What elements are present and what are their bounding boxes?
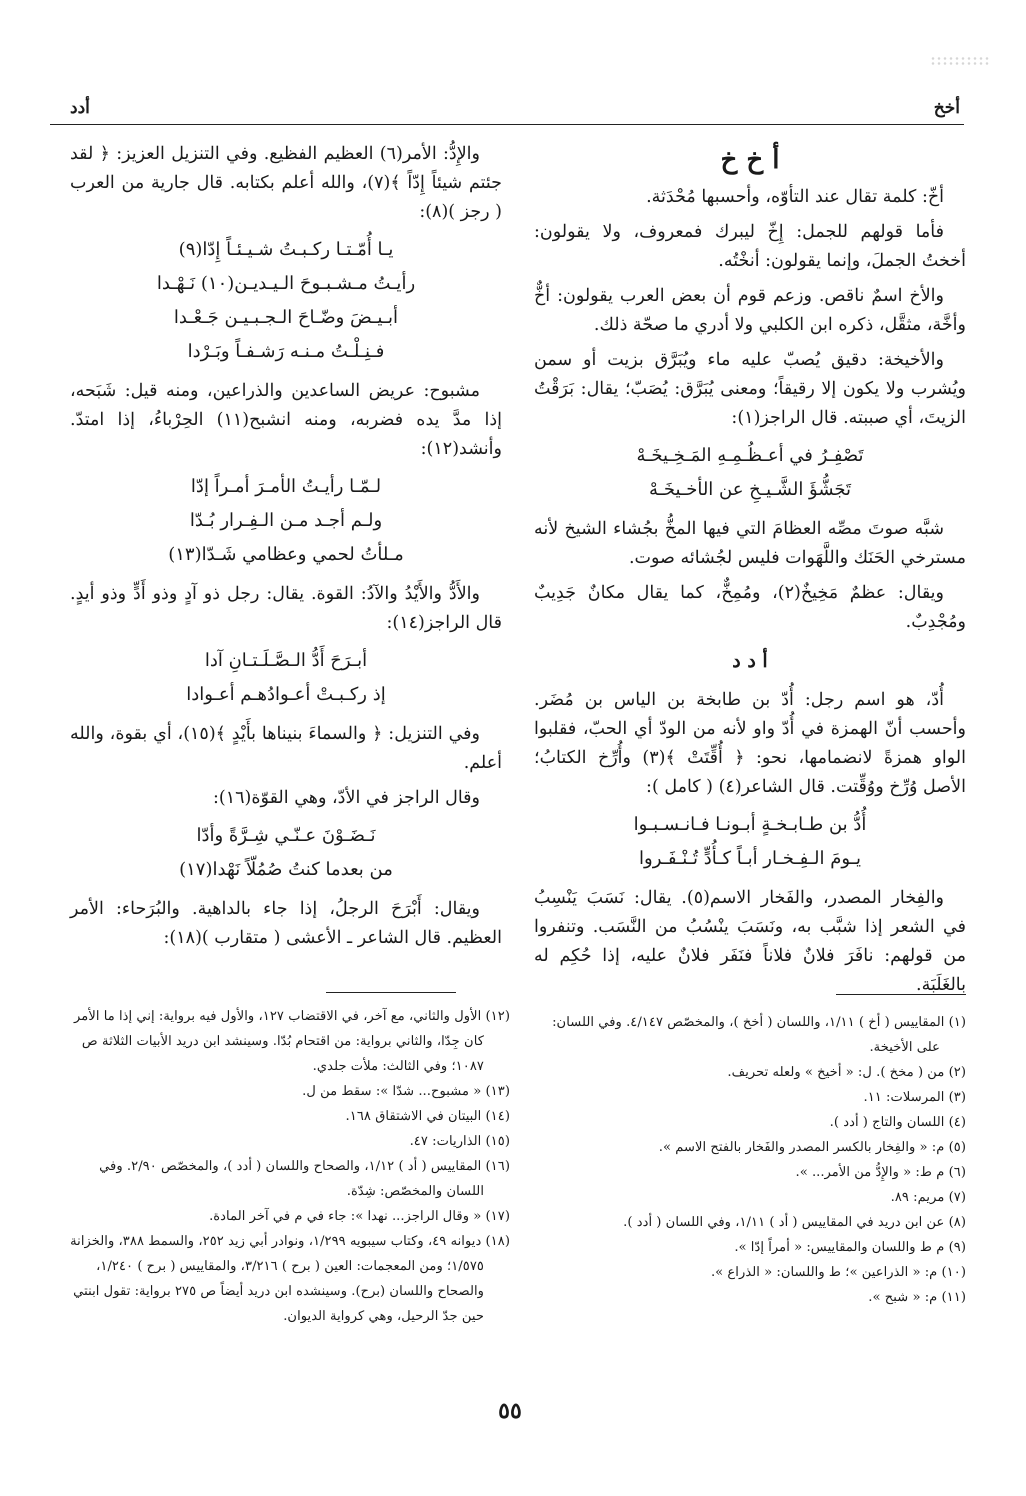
paragraph: فأما قولهم للجمل: إِخّ ليبرك فمعروف، ولا يقولون: أخختُ الجملَ، وإنما يقولون: أنخْتُه. bbox=[534, 222, 966, 271]
verse-line: ولـم أجـد مـن الـفِـرار بُـدّا bbox=[189, 510, 383, 531]
verse-line: من بعدما كنتُ صُمُلّاً نَهْدا(١٧) bbox=[179, 859, 393, 880]
footnote-rule bbox=[326, 992, 456, 993]
running-head-right: أخخ bbox=[933, 98, 960, 118]
footnote: (١٧) « وقال الراجز... نهدا »: جاء في م في آخر المادة. bbox=[209, 1209, 510, 1224]
footnotes-left bbox=[60, 1004, 510, 1329]
verse-block bbox=[70, 819, 502, 887]
verse-line: تَجَشُّؤَ الشَّـيـخِ عن الأخـيخَـهْ bbox=[648, 479, 852, 500]
paragraph: وقال الراجز في الأدّ، وهي القوّة(١٦): bbox=[213, 788, 480, 808]
footnote: (٧) مريم: ٨٩. bbox=[890, 1190, 966, 1205]
header-rule bbox=[50, 124, 964, 125]
paragraph: أخّ: كلمة تقال عند التأوّه، وأحسبها مُحْدَثة. bbox=[646, 187, 944, 207]
verse-line: أُدُّ بن طـابـخـةٍ أبـونـا فـانـسـبـوا bbox=[633, 814, 867, 835]
verse-block bbox=[534, 439, 966, 507]
verse-line: إذ ركـبـتْ أعـوادُهـم أعـوادا bbox=[186, 684, 386, 705]
verse-block bbox=[70, 233, 502, 369]
footnote: (١٥) الذاريات: ٤٧. bbox=[409, 1134, 510, 1149]
entry-title-add: أ د د bbox=[732, 650, 768, 672]
verse-line: نَـضَـوْنَ عـنّـي شِـرَّةً وأدّا bbox=[196, 825, 376, 846]
verse-line: يـومَ الـفِـخـار أبـاً كـأُدٍّ تُـنْـفَـروا bbox=[639, 848, 861, 869]
paragraph: ويقال: عظمٌ مَخِيخٌ(٢)، ومُمِخٌّ، كما يقال مكانٌ جَدِيبٌ ومُجْدِبٌ. bbox=[534, 583, 966, 632]
verse-line: رأيـتُ مـشـبـوحَ الـيـديـن(١٠) نَـهْـدا bbox=[156, 273, 416, 294]
footnote: (٨) عن ابن دريد في المقاييس ( أد ) ١/١١، وفي اللسان ( أدد ). bbox=[623, 1215, 966, 1230]
paragraph: شبَّه صوتَ مصِّه العظامَ التي فيها المخُّ بجُشاء الشيخ لأنه مسترخي الحَنَك واللَّهَوات فليس لجُشائه صوت. bbox=[534, 519, 966, 568]
footnote: (٣) المرسلات: ١١. bbox=[863, 1090, 966, 1105]
footnote-rule bbox=[836, 994, 966, 995]
footnote: (٤) اللسان والتاج ( أدد ). bbox=[829, 1115, 966, 1130]
footnote: (١٠) م: « الذراعين »؛ ط واللسان: « الذراع ». bbox=[710, 1265, 966, 1280]
entry-title-akhkh: أ خ خ bbox=[720, 145, 780, 175]
paragraph: مشبوح: عريض الساعدين والذراعين، ومنه قيل: شَبَحه، إذا مدَّ يده فضربه، ومنه انشبح(١١) الحِرْباءُ، إذا امتدّ. وأنشد(١٢): bbox=[70, 381, 502, 459]
running-head-left: أدد bbox=[70, 98, 90, 118]
paragraph: أُدّ، هو اسم رجل: أُدّ بن طابخة بن الياس بن مُضَر. وأحسب أنّ الهمزة في أُدّ واو لأنه من الودّ أي الحبّ، فقلبوا الواو همزةً لانضمامها، نحو: ﴿ أُقِّتَتْ ﴾(٣) وأُرِّخ الكتابُ؛ الأصل وُرِّخ ووُقِّتت. قال الشاعر(٤) ( كامل ): bbox=[534, 690, 966, 797]
page-number: ٥٥ bbox=[498, 1398, 522, 1424]
paragraph: والأخ اسمٌ ناقص. وزعم قوم أن بعض العرب يقولون: أخٌّ وأخَّة، مثقَّل، ذكره ابن الكلبي ولا أدري ما صحّة ذلك. bbox=[534, 286, 966, 335]
verse-block bbox=[70, 644, 502, 712]
scan-speckle bbox=[930, 56, 990, 66]
verse-line: فـنِـلْـتُ مـنـه رَشـفـاً وبَـرْدا bbox=[187, 341, 385, 362]
footnotes-right bbox=[536, 1010, 966, 1310]
right-column bbox=[534, 140, 966, 1006]
verse-line: أبـرَحَ أَدُّ الـصَّـلَـتـانِ آدا bbox=[204, 650, 368, 671]
footnote: (٦) م ط: « والإِدُّ من الأمر... ». bbox=[795, 1165, 966, 1180]
footnote: (١٣) « مشبوح... شدّا »: سقط من ل. bbox=[302, 1084, 510, 1099]
footnote: (١) المقاييس ( أخ ) ١/١١، واللسان ( أخخ )، والمخصّص ٤/١٤٧. وفي اللسان: على الأخيخة. bbox=[552, 1015, 966, 1055]
verse-line: أبـيـضَ وضّـاحَ الـجـبـيـن جَـعْـدا bbox=[173, 307, 399, 328]
paragraph: وفي التنزيل: ﴿ والسماءَ بنيناها بأَيْدٍ ﴾(١٥)، أي بقوة، والله أعلم. bbox=[70, 724, 502, 773]
footnote: (١٢) الأول والثاني، مع آخر، في الاقتضاب ١٢٧، والأول فيه برواية: إني إذا ما الأمر كان جِدّا، والثاني برواية: من اقتحام بُدّا. وسينشد ابن دريد الأبيات الثلاثة ص ١٠٨٧؛ وفي الثالث: ملأت جلدي. bbox=[74, 1009, 510, 1074]
footnote: (١٤) البيتان في الاشتقاق ١٦٨. bbox=[345, 1109, 510, 1124]
paragraph: والأَدُّ والأَيْدُ والآدُ: القوة. يقال: رجل ذو آدٍ وذو أَدٍّ وذو أيدٍ. قال الراجز(١٤): bbox=[70, 584, 502, 633]
footnote: (٥) م: « والفِخار بالكسر المصدر والفَخار بالفتح الاسم ». bbox=[658, 1140, 966, 1155]
footnote: (١٨) ديوانه ٤٩، وكتاب سيبويه ١/٢٩٩، ونوادر أبي زيد ٢٥٢، والسمط ٣٨٨، والخزانة ١/٥٧٥؛ ومن المعجمات: العين ( برح ) ٣/٢١٦، والمقاييس ( برح ) ١/٢٤٠، والصحاح واللسان (برح). وسينشده ابن دريد أيضاً ص ٢٧٥ برواية: تقول ابنتي حين جدّ الرحيل، وهي كرواية الديوان. bbox=[70, 1234, 510, 1324]
footnote: (١٦) المقاييس ( أد ) ١/١٢، والصحاح واللسان ( أدد )، والمخصّص ٢/٩٠. وفي اللسان والمخصّص: شِدّة. bbox=[99, 1159, 510, 1199]
verse-line: يـا أُمّـتـا ركـبـتُ شـيـئـاً إِدّا(٩) bbox=[178, 239, 394, 260]
verse-line: تَصْفِـرُ في أعـظُـمِـهِ المَـخِـيخَـهْ bbox=[636, 445, 864, 466]
footnote: (١١) م: « شبح ». bbox=[868, 1290, 966, 1305]
left-column bbox=[70, 140, 502, 959]
verse-line: مـلأتُ لحمي وعظامي شَـدّا(١٣) bbox=[168, 544, 404, 565]
verse-block bbox=[70, 470, 502, 572]
paragraph: ويقال: أَبْرَحَ الرجلُ، إذا جاء بالداهية. والبُرَحاء: الأمر العظيم. قال الشاعر ـ الأعشى ( متقارب )(١٨): bbox=[70, 899, 502, 948]
verse-line: لـمّـا رأيـتُ الأمـرَ أمـراً إدّا bbox=[190, 476, 382, 497]
paragraph: والإِدُّ: الأمر(٦) العظيم الفظيع. وفي التنزيل العزيز: ﴿ لقد جئتم شيئاً إِدّاً ﴾(٧)، والله أعلم بكتابه. قال جارية من العرب ( رجز )(٨): bbox=[70, 144, 502, 222]
verse-block bbox=[534, 808, 966, 876]
footnote: (٩) م ط واللسان والمقاييس: « أمراً إدّا ». bbox=[734, 1240, 966, 1255]
footnote: (٢) من ( مخخ ). ل: « أخيخ » ولعله تحريف. bbox=[727, 1065, 966, 1080]
paragraph: والأخيخة: دقيق يُصبّ عليه ماء ويُبَرَّق بزيت أو سمن ويُشرب ولا يكون إلا رقيقاً؛ ومعنى يُبَرَّق: يُصَبّ؛ يقال: بَرَقْتُ الزيتَ، أي صببته. قال الراجز(١): bbox=[534, 350, 966, 428]
paragraph: والفِخار المصدر، والفَخار الاسم(٥). يقال: نَسَبَ يَنْسِبُ في الشعر إذا شبَّب به، ونَسَبَ ينْسُبُ من النَّسَب. وتنفروا من قولهم: نافَرَ فلانٌ فلاناً فنَفَر فلانٌ عليه، إذا حُكِم له بالغَلَبَة. bbox=[534, 888, 966, 995]
